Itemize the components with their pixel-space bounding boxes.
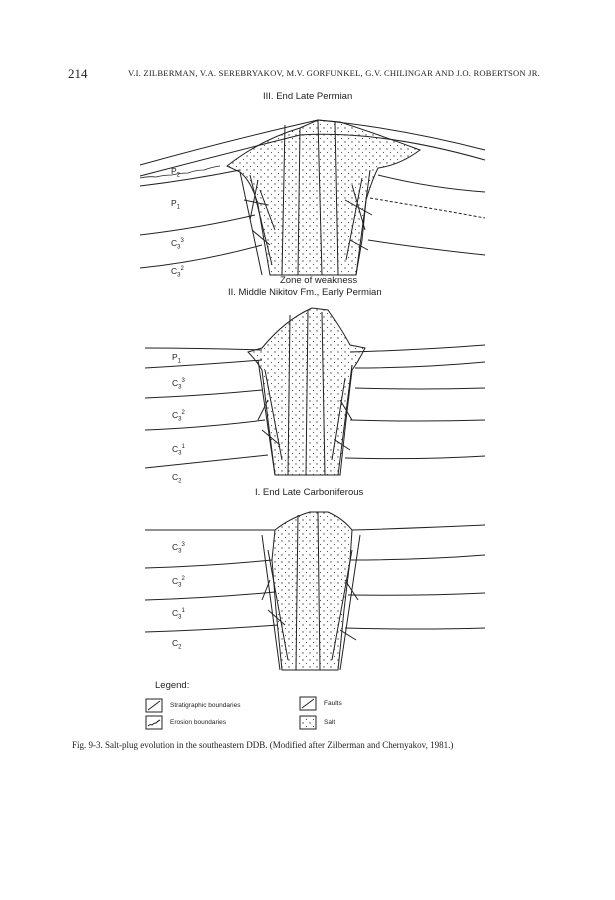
panel-3-layer-label: $P_2$ xyxy=(171,166,181,179)
panel-3-title: III. End Late Permian xyxy=(263,91,353,102)
panel-2-diagram xyxy=(145,308,485,475)
legend-label-salt: Salt xyxy=(324,719,336,726)
panel-2-layer-label: $C_2$ xyxy=(172,472,182,485)
panel-3-layer-label: $C_3^2$ xyxy=(171,266,184,279)
panel-2-layer-label: $C_3^2$ xyxy=(172,410,185,423)
panel-1-salt-body xyxy=(272,512,352,670)
panel-1-layer-label: $C_3^1$ xyxy=(172,608,185,621)
legend-label-erosion: Erosion boundaries xyxy=(170,719,227,726)
panel-3-footer: Zone of weakness xyxy=(280,275,358,286)
panel-2-layer-label: $C_3^1$ xyxy=(172,444,185,457)
legend-label-stratigraphic: Stratigraphic boundaries xyxy=(170,702,241,709)
panel-1-layer-label: $C_3^3$ xyxy=(172,542,185,555)
panel-2-layer-label: $P_1$ xyxy=(172,352,182,365)
panel-1-layer-label: $C_3^2$ xyxy=(172,576,185,589)
panel-1-diagram xyxy=(145,512,485,670)
panel-2-layer-label: $C_3^3$ xyxy=(172,378,185,391)
panel-2-title: II. Middle Nikitov Fm., Early Permian xyxy=(228,287,382,298)
panel-1-title: I. End Late Carboniferous xyxy=(255,487,364,498)
figure-caption: Fig. 9-3. Salt-plug evolution in the southeastern DDB. (Modified after Zilberman and Chernyakov, 1981.) xyxy=(72,740,454,750)
panel-3-layer-label: $P_1$ xyxy=(171,198,181,211)
panel-1-layer-label: $C_2$ xyxy=(172,638,182,651)
panel-3-layer-label: $C_3^3$ xyxy=(171,238,184,251)
running-head: V.I. ZILBERMAN, V.A. SEREBRYAKOV, M.V. GORFUNKEL, G.V. CHILINGAR AND J.O. ROBERTSON JR. xyxy=(128,68,541,78)
legend-label-faults: Faults xyxy=(324,700,342,707)
panel-3-diagram xyxy=(140,120,485,275)
page-number: 214 xyxy=(68,66,88,81)
legend-title: Legend: xyxy=(155,680,190,691)
